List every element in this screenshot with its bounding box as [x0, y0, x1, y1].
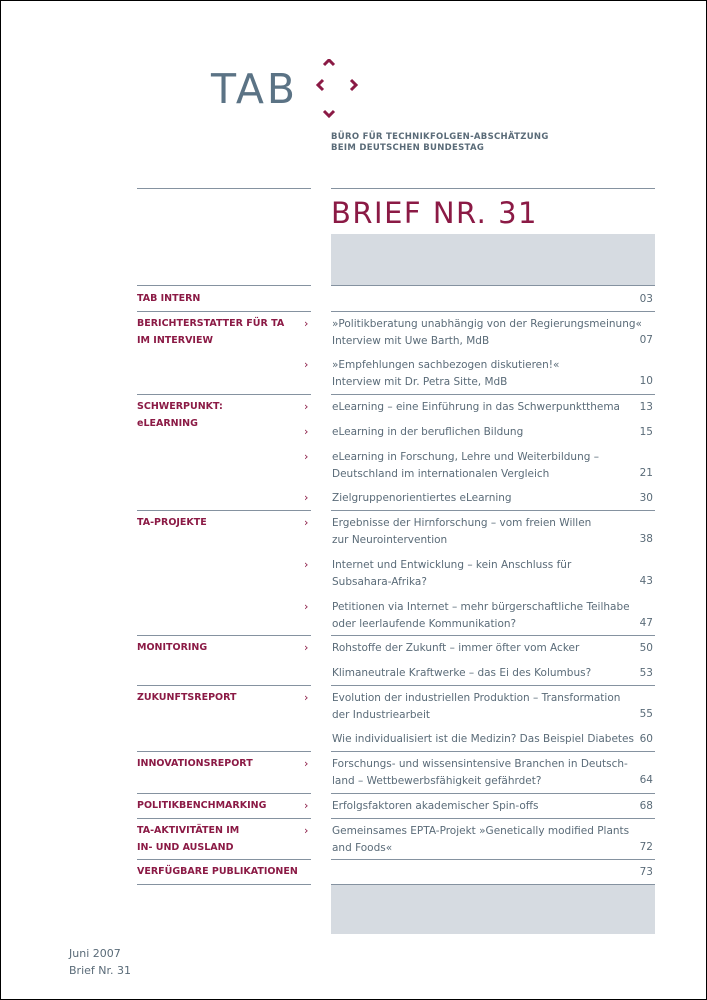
page-number: 13: [639, 401, 653, 413]
divider: [137, 311, 311, 312]
arrow-icon: ›: [304, 358, 309, 371]
divider: [331, 635, 655, 636]
divider: [331, 793, 655, 794]
page-number: 60: [639, 733, 653, 745]
entry-line: Deutschland im internationalen Vergleich: [332, 467, 550, 480]
entry-line: zur Neurointervention: [332, 533, 448, 546]
entry-line: »Politikberatung unabhängig von der Regierungsmeinung«: [332, 318, 642, 330]
section-label-line: BERICHTERSTATTER FÜR TA: [137, 318, 285, 329]
footer-date: Juni 2007: [69, 947, 121, 960]
page-number: 47: [639, 617, 653, 629]
arrow-icon: ›: [304, 600, 309, 613]
toc-entry: [332, 490, 622, 507]
logo-chevrons-icon: [211, 59, 371, 123]
arrow-icon: ›: [304, 824, 309, 837]
section-berichterstatter: [137, 315, 307, 349]
arrow-icon: ›: [304, 425, 309, 438]
section-schwerpunkt: [137, 398, 307, 432]
issue-title: BRIEF NR. 31: [331, 196, 538, 230]
entry-line: and Foods«: [332, 841, 393, 854]
section-ta-projekte: TA-PROJEKTE: [137, 517, 207, 528]
page-number: 64: [639, 774, 653, 786]
divider: [331, 188, 655, 189]
page-number: 43: [639, 575, 653, 587]
arrow-icon: ›: [304, 400, 309, 413]
page-number: 30: [639, 492, 653, 504]
divider: [331, 859, 655, 860]
section-label-line: IN- UND AUSLAND: [137, 842, 234, 853]
divider: [137, 685, 311, 686]
page-number: 10: [639, 375, 653, 387]
section-label-line: eLEARNING: [137, 418, 198, 429]
toc-entry: [332, 599, 630, 632]
page-number: 50: [639, 642, 653, 654]
organization-name: [331, 132, 549, 154]
toc-entry: [332, 316, 642, 349]
toc-entry: [332, 798, 622, 815]
page-number: 03: [639, 293, 653, 305]
divider: [331, 751, 655, 752]
entry-line: Petitionen via Internet – mehr bürgerschaftliche Teilhabe: [332, 601, 630, 613]
section-monitoring: MONITORING: [137, 642, 208, 653]
entry-line: Ergebnisse der Hirnforschung – vom freien Willen: [332, 517, 592, 529]
divider: [137, 285, 311, 286]
org-line-1: BÜRO FÜR TECHNIKFOLGEN-ABSCHÄTZUNG: [331, 132, 549, 142]
page-number: 72: [639, 841, 653, 853]
divider: [137, 818, 311, 819]
toc-entry: [332, 823, 630, 856]
section-tab-intern: TAB INTERN: [137, 293, 201, 304]
divider: [137, 751, 311, 752]
section-publikationen: VERFÜGBARE PUBLIKATIONEN: [137, 866, 298, 877]
entry-line: Zielgruppenorientiertes eLearning: [332, 492, 512, 504]
gray-banner-bottom: [331, 885, 655, 934]
entry-line: eLearning in der beruflichen Bildung: [332, 426, 524, 438]
section-innovationsreport: INNOVATIONSREPORT: [137, 758, 253, 769]
toc-entry: [332, 557, 622, 590]
toc-entry: [332, 756, 628, 789]
arrow-icon: ›: [304, 491, 309, 504]
arrow-icon: ›: [304, 317, 309, 330]
section-label-line: TA-AKTIVITÄTEN IM: [137, 825, 240, 836]
divider: [331, 285, 655, 286]
divider: [331, 311, 655, 312]
arrow-icon: ›: [304, 799, 309, 812]
entry-line: Gemeinsames EPTA-Projekt »Genetically modified Plants: [332, 825, 630, 837]
toc-entry: [332, 449, 622, 482]
section-politikbenchmarking: POLITIKBENCHMARKING: [137, 800, 267, 811]
arrow-icon: ›: [304, 450, 309, 463]
page-number: 07: [639, 334, 653, 346]
page-number: 53: [639, 667, 653, 679]
entry-line: oder leerlaufende Kommunikation?: [332, 617, 517, 630]
toc-entry: [332, 515, 622, 548]
entry-line: Rohstoffe der Zukunft – immer öfter vom Acker: [332, 642, 580, 654]
toc-entry: [332, 357, 622, 390]
arrow-icon: ›: [304, 558, 309, 571]
page-number: 38: [639, 533, 653, 545]
gray-banner-top: [331, 234, 655, 285]
page-number: 68: [639, 800, 653, 812]
entry-line: Interview mit Uwe Barth, MdB: [332, 334, 490, 347]
org-line-2: BEIM DEUTSCHEN BUNDESTAG: [331, 143, 485, 153]
divider: [137, 884, 311, 885]
divider: [137, 859, 311, 860]
entry-line: Internet und Entwicklung – kein Anschluss für: [332, 559, 572, 571]
entry-line: Klimaneutrale Kraftwerke – das Ei des Kolumbus?: [332, 667, 592, 679]
arrow-icon: ›: [304, 691, 309, 704]
footer-issue: Brief Nr. 31: [69, 964, 131, 977]
divider: [331, 818, 655, 819]
page-number: 15: [639, 426, 653, 438]
entry-line: Forschungs- und wissensintensive Branchen in Deutsch-: [332, 758, 628, 770]
entry-line: eLearning in Forschung, Lehre und Weiterbildung –: [332, 451, 599, 463]
section-label-line: IM INTERVIEW: [137, 335, 213, 346]
divider: [331, 685, 655, 686]
arrow-icon: ›: [304, 757, 309, 770]
page-number: 21: [639, 467, 653, 479]
divider: [331, 510, 655, 511]
page-number: 55: [639, 708, 653, 720]
entry-line: eLearning – eine Einführung in das Schwerpunktthema: [332, 401, 620, 413]
footer: [69, 945, 131, 979]
toc-entry: [332, 690, 622, 723]
entry-line: Evolution der industriellen Produktion – Transformation: [332, 692, 621, 704]
entry-line: »Empfehlungen sachbezogen diskutieren!«: [332, 359, 560, 371]
divider: [137, 793, 311, 794]
entry-line: Subsahara-Afrika?: [332, 575, 427, 588]
toc-entry: [332, 424, 622, 441]
section-zukunftsreport: ZUKUNFTSREPORT: [137, 692, 237, 703]
divider: [137, 635, 311, 636]
divider: [137, 510, 311, 511]
divider: [331, 394, 655, 395]
toc-entry: [332, 399, 622, 416]
page-number: 73: [639, 866, 653, 878]
section-ta-aktivitaeten: [137, 822, 307, 856]
logo-text: TAB: [211, 65, 299, 113]
entry-line: land – Wettbewerbsfähigkeit gefährdet?: [332, 774, 542, 787]
entry-line: Erfolgsfaktoren akademischer Spin-offs: [332, 800, 539, 812]
arrow-icon: ›: [304, 641, 309, 654]
entry-line: der Industriearbeit: [332, 708, 431, 721]
toc-entry: [332, 640, 622, 657]
toc-entry: [332, 731, 634, 748]
divider: [137, 188, 311, 189]
arrow-icon: ›: [304, 516, 309, 529]
entry-line: Wie individualisiert ist die Medizin? Das Beispiel Diabetes: [332, 733, 634, 745]
divider: [137, 394, 311, 395]
section-label-line: SCHWERPUNKT:: [137, 401, 223, 412]
entry-line: Interview mit Dr. Petra Sitte, MdB: [332, 375, 508, 388]
toc-entry: [332, 665, 622, 682]
tab-logo: [211, 59, 371, 123]
